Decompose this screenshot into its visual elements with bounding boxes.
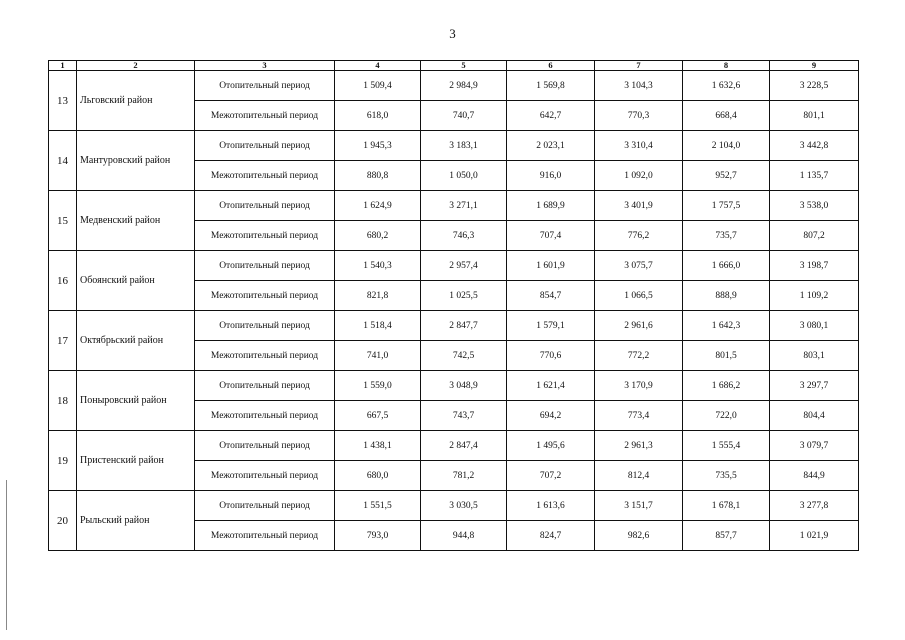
column-header: 3 <box>195 61 335 71</box>
table-row <box>49 191 859 221</box>
inter-heating-period-label: Межотопительный период <box>195 521 335 551</box>
inter-heating-value-cell: 773,4 <box>595 401 683 431</box>
heating-value-cell: 3 310,4 <box>595 131 683 161</box>
column-header: 1 <box>49 61 77 71</box>
inter-heating-value-cell: 880,8 <box>335 161 421 191</box>
district-name: Поныровский район <box>77 371 195 431</box>
column-header: 9 <box>770 61 859 71</box>
inter-heating-value-cell: 781,2 <box>421 461 507 491</box>
heating-period-label: Отопительный период <box>195 431 335 461</box>
inter-heating-value-cell: 807,2 <box>770 221 859 251</box>
inter-heating-value-cell: 1 135,7 <box>770 161 859 191</box>
inter-heating-period-label: Межотопительный период <box>195 161 335 191</box>
row-number: 17 <box>49 311 77 371</box>
heating-value-cell: 2 984,9 <box>421 71 507 101</box>
heating-value-cell: 2 957,4 <box>421 251 507 281</box>
table-row <box>49 251 859 281</box>
heating-value-cell: 1 666,0 <box>683 251 770 281</box>
heating-value-cell: 3 183,1 <box>421 131 507 161</box>
inter-heating-value-cell: 735,7 <box>683 221 770 251</box>
heating-value-cell: 3 538,0 <box>770 191 859 221</box>
table-row <box>49 371 859 401</box>
heating-value-cell: 2 847,4 <box>421 431 507 461</box>
inter-heating-value-cell: 801,1 <box>770 101 859 131</box>
heating-value-cell: 3 271,1 <box>421 191 507 221</box>
inter-heating-value-cell: 772,2 <box>595 341 683 371</box>
heating-value-cell: 1 438,1 <box>335 431 421 461</box>
heating-value-cell: 1 569,8 <box>507 71 595 101</box>
heating-value-cell: 3 080,1 <box>770 311 859 341</box>
table-body <box>49 71 859 551</box>
heating-value-cell: 1 757,5 <box>683 191 770 221</box>
inter-heating-value-cell: 793,0 <box>335 521 421 551</box>
inter-heating-value-cell: 707,4 <box>507 221 595 251</box>
inter-heating-value-cell: 803,1 <box>770 341 859 371</box>
heating-value-cell: 2 961,3 <box>595 431 683 461</box>
heating-period-label: Отопительный период <box>195 191 335 221</box>
inter-heating-value-cell: 735,5 <box>683 461 770 491</box>
heating-value-cell: 1 624,9 <box>335 191 421 221</box>
inter-heating-period-label: Межотопительный период <box>195 401 335 431</box>
heating-value-cell: 1 601,9 <box>507 251 595 281</box>
heating-value-cell: 1 613,6 <box>507 491 595 521</box>
heating-value-cell: 3 075,7 <box>595 251 683 281</box>
inter-heating-value-cell: 680,2 <box>335 221 421 251</box>
heating-value-cell: 2 847,7 <box>421 311 507 341</box>
inter-heating-value-cell: 770,6 <box>507 341 595 371</box>
column-header: 2 <box>77 61 195 71</box>
inter-heating-value-cell: 982,6 <box>595 521 683 551</box>
heating-value-cell: 1 621,4 <box>507 371 595 401</box>
district-name: Обоянский район <box>77 251 195 311</box>
heating-period-label: Отопительный период <box>195 371 335 401</box>
heating-value-cell: 3 228,5 <box>770 71 859 101</box>
row-number: 14 <box>49 131 77 191</box>
inter-heating-period-label: Межотопительный период <box>195 101 335 131</box>
inter-heating-value-cell: 888,9 <box>683 281 770 311</box>
district-name: Медвенский район <box>77 191 195 251</box>
heating-period-label: Отопительный период <box>195 491 335 521</box>
scan-edge-line <box>6 480 7 630</box>
inter-heating-value-cell: 801,5 <box>683 341 770 371</box>
inter-heating-value-cell: 618,0 <box>335 101 421 131</box>
heating-period-label: Отопительный период <box>195 131 335 161</box>
heating-value-cell: 2 023,1 <box>507 131 595 161</box>
inter-heating-value-cell: 1 092,0 <box>595 161 683 191</box>
inter-heating-value-cell: 844,9 <box>770 461 859 491</box>
tariff-table <box>48 60 859 551</box>
inter-heating-value-cell: 1 025,5 <box>421 281 507 311</box>
inter-heating-period-label: Межотопительный период <box>195 281 335 311</box>
inter-heating-value-cell: 770,3 <box>595 101 683 131</box>
heating-value-cell: 2 961,6 <box>595 311 683 341</box>
inter-heating-value-cell: 854,7 <box>507 281 595 311</box>
inter-heating-value-cell: 707,2 <box>507 461 595 491</box>
inter-heating-value-cell: 694,2 <box>507 401 595 431</box>
district-name: Рыльский район <box>77 491 195 551</box>
inter-heating-value-cell: 742,5 <box>421 341 507 371</box>
heating-value-cell: 1 540,3 <box>335 251 421 281</box>
heating-value-cell: 1 551,5 <box>335 491 421 521</box>
row-number: 16 <box>49 251 77 311</box>
inter-heating-period-label: Межотопительный период <box>195 341 335 371</box>
header-row <box>49 61 859 71</box>
heating-value-cell: 1 518,4 <box>335 311 421 341</box>
heating-value-cell: 1 686,2 <box>683 371 770 401</box>
heating-value-cell: 1 945,3 <box>335 131 421 161</box>
heating-value-cell: 1 632,6 <box>683 71 770 101</box>
district-name: Льговский район <box>77 71 195 131</box>
heating-value-cell: 3 151,7 <box>595 491 683 521</box>
inter-heating-value-cell: 821,8 <box>335 281 421 311</box>
district-name: Пристенский район <box>77 431 195 491</box>
heating-value-cell: 1 495,6 <box>507 431 595 461</box>
heating-period-label: Отопительный период <box>195 71 335 101</box>
inter-heating-value-cell: 1 050,0 <box>421 161 507 191</box>
row-number: 20 <box>49 491 77 551</box>
row-number: 19 <box>49 431 77 491</box>
inter-heating-period-label: Межотопительный период <box>195 221 335 251</box>
heating-value-cell: 1 689,9 <box>507 191 595 221</box>
heating-value-cell: 3 170,9 <box>595 371 683 401</box>
inter-heating-value-cell: 741,0 <box>335 341 421 371</box>
heating-period-label: Отопительный период <box>195 311 335 341</box>
inter-heating-value-cell: 804,4 <box>770 401 859 431</box>
inter-heating-value-cell: 642,7 <box>507 101 595 131</box>
table-row <box>49 311 859 341</box>
column-header: 5 <box>421 61 507 71</box>
table-row <box>49 491 859 521</box>
inter-heating-value-cell: 740,7 <box>421 101 507 131</box>
inter-heating-value-cell: 1 021,9 <box>770 521 859 551</box>
heating-value-cell: 3 277,8 <box>770 491 859 521</box>
inter-heating-value-cell: 944,8 <box>421 521 507 551</box>
district-name: Октябрьский район <box>77 311 195 371</box>
column-header: 8 <box>683 61 770 71</box>
heating-value-cell: 3 104,3 <box>595 71 683 101</box>
inter-heating-value-cell: 722,0 <box>683 401 770 431</box>
heating-period-label: Отопительный период <box>195 251 335 281</box>
heating-value-cell: 3 048,9 <box>421 371 507 401</box>
inter-heating-value-cell: 1 066,5 <box>595 281 683 311</box>
table-row <box>49 431 859 461</box>
heating-value-cell: 1 579,1 <box>507 311 595 341</box>
column-header: 7 <box>595 61 683 71</box>
inter-heating-value-cell: 916,0 <box>507 161 595 191</box>
heating-value-cell: 1 678,1 <box>683 491 770 521</box>
column-header: 4 <box>335 61 421 71</box>
heating-value-cell: 1 509,4 <box>335 71 421 101</box>
heating-value-cell: 1 642,3 <box>683 311 770 341</box>
row-number: 18 <box>49 371 77 431</box>
inter-heating-value-cell: 857,7 <box>683 521 770 551</box>
inter-heating-value-cell: 680,0 <box>335 461 421 491</box>
inter-heating-value-cell: 952,7 <box>683 161 770 191</box>
table-row <box>49 131 859 161</box>
inter-heating-value-cell: 743,7 <box>421 401 507 431</box>
heating-value-cell: 3 297,7 <box>770 371 859 401</box>
row-number: 15 <box>49 191 77 251</box>
inter-heating-value-cell: 667,5 <box>335 401 421 431</box>
heating-value-cell: 3 401,9 <box>595 191 683 221</box>
heating-value-cell: 3 442,8 <box>770 131 859 161</box>
district-name: Мантуровский район <box>77 131 195 191</box>
page-number: 3 <box>449 26 456 41</box>
inter-heating-value-cell: 776,2 <box>595 221 683 251</box>
table-row <box>49 71 859 101</box>
heating-value-cell: 1 559,0 <box>335 371 421 401</box>
inter-heating-value-cell: 812,4 <box>595 461 683 491</box>
heating-value-cell: 1 555,4 <box>683 431 770 461</box>
heating-value-cell: 3 030,5 <box>421 491 507 521</box>
heating-value-cell: 2 104,0 <box>683 131 770 161</box>
heating-value-cell: 3 079,7 <box>770 431 859 461</box>
inter-heating-value-cell: 1 109,2 <box>770 281 859 311</box>
inter-heating-value-cell: 746,3 <box>421 221 507 251</box>
inter-heating-period-label: Межотопительный период <box>195 461 335 491</box>
inter-heating-value-cell: 824,7 <box>507 521 595 551</box>
inter-heating-value-cell: 668,4 <box>683 101 770 131</box>
column-header: 6 <box>507 61 595 71</box>
heating-value-cell: 3 198,7 <box>770 251 859 281</box>
row-number: 13 <box>49 71 77 131</box>
